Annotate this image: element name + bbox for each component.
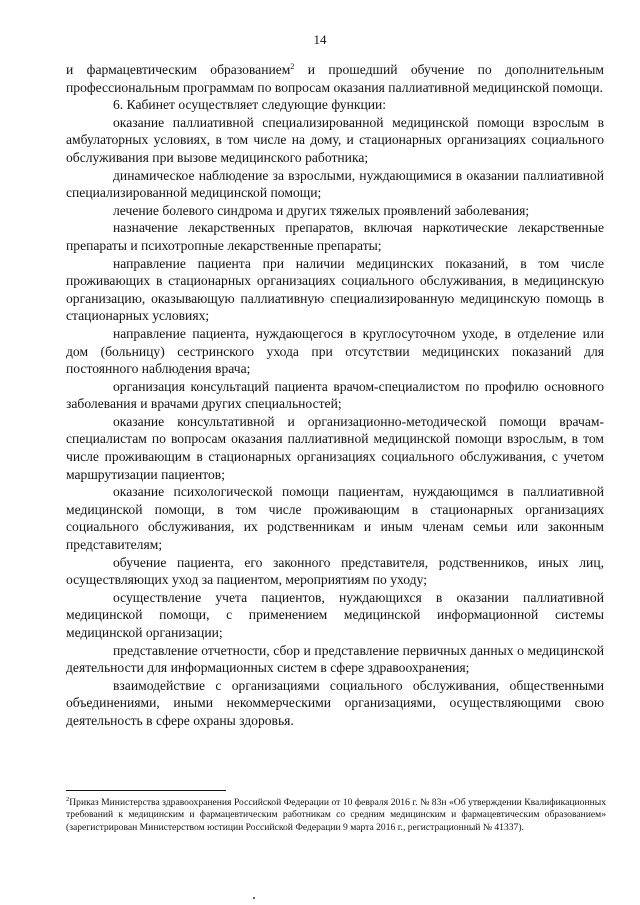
footnote-marker: 2 <box>66 796 70 803</box>
function-item: представление отчетности, сбор и представление первичных данных о медицинской деятельности для информационных систем в сфере здравоохранения; <box>66 642 604 676</box>
function-item: оказание паллиативной специализированной медицинской помощи взрослым в амбулаторных условиях, в том числе на дому, и стационарных организациях социального обслуживания при вызове медицинского работника; <box>66 114 604 165</box>
footnote-separator <box>66 790 226 791</box>
paragraph-text: и фармацевтическим образованием <box>66 62 291 77</box>
function-item: лечение болевого синдрома и других тяжелых проявлений заболевания; <box>113 202 530 218</box>
footnote-reference[interactable]: 2 <box>290 62 295 71</box>
function-item: оказание психологической помощи пациентам, нуждающимся в паллиативной медицинской помощи, в том числе проживающим в стационарных организациях социального обслуживания, их родственникам и иным членам семьи или законным представителям; <box>66 484 604 553</box>
function-item: взаимодействие с организациями социального обслуживания, общественными объединениями, иными некоммерческими организациями, осуществляющими свою деятельность в сфере охраны здоровья. <box>66 677 604 728</box>
footnote <box>66 797 606 834</box>
paragraph-text-continued: и прошедший обучение по дополнительным профессиональным программам по вопросам оказания паллиативной медицинской помощи. <box>66 62 604 95</box>
page-number: 14 <box>313 32 327 47</box>
function-item: оказание консультативной и организационно-методической помощи врачам-специалистам по вопросам оказания паллиативной медицинской помощи взрослым, в том числе проживающим в стационарных организациях социального обслуживания, с учетом маршрутизации пациентов; <box>66 413 604 482</box>
document-body <box>66 61 604 730</box>
paragraph-qualification-continuation <box>66 61 604 96</box>
function-item: обучение пациента, его законного представителя, родственников, иных лиц, осуществляющих уход за пациентом, мероприятиям по уходу; <box>66 554 604 588</box>
function-item: динамическое наблюдение за взрослыми, нуждающимися в оказании паллиативной специализированной медицинской помощи; <box>66 167 604 201</box>
function-item: назначение лекарственных препаратов, включая наркотические лекарственные препараты и психотропные лекарственные препараты; <box>66 220 604 253</box>
function-item: организация консультаций пациента врачом-специалистом по профилю основного заболевания и врачами других специальностей; <box>66 378 604 412</box>
paragraph-section-heading: 6. Кабинет осуществляет следующие функции: <box>113 97 387 113</box>
function-item: направление пациента при наличии медицинских показаний, в том числе проживающих в стационарных организациях социального обслуживания, в медицинскую организацию, оказывающую паллиативную специализированную медицинскую помощь в стационарных условиях; <box>66 255 604 324</box>
scan-speck <box>253 897 255 899</box>
function-item: осуществление учета пациентов, нуждающихся в оказании паллиативной медицинской помощи, с применением медицинской информационной системы медицинской организации; <box>66 589 604 640</box>
footnote-text: Приказ Министерства здравоохранения Российской Федерации от 10 февраля 2016 г. № 83н «Об утверждении Квалификационных требований к медицинским и фармацевтическим работникам со средним медицинским и фармацевтическим образованием» (зарегистрирован Министерством юстиции Российской Федерации 9 марта 2016 г., регистрационный № 41337). <box>66 797 606 833</box>
function-item: направление пациента, нуждающегося в круглосуточном уходе, в отделение или дом (больницу) сестринского ухода при отсутствии медицинских показаний для постоянного наблюдения врача; <box>66 325 604 377</box>
